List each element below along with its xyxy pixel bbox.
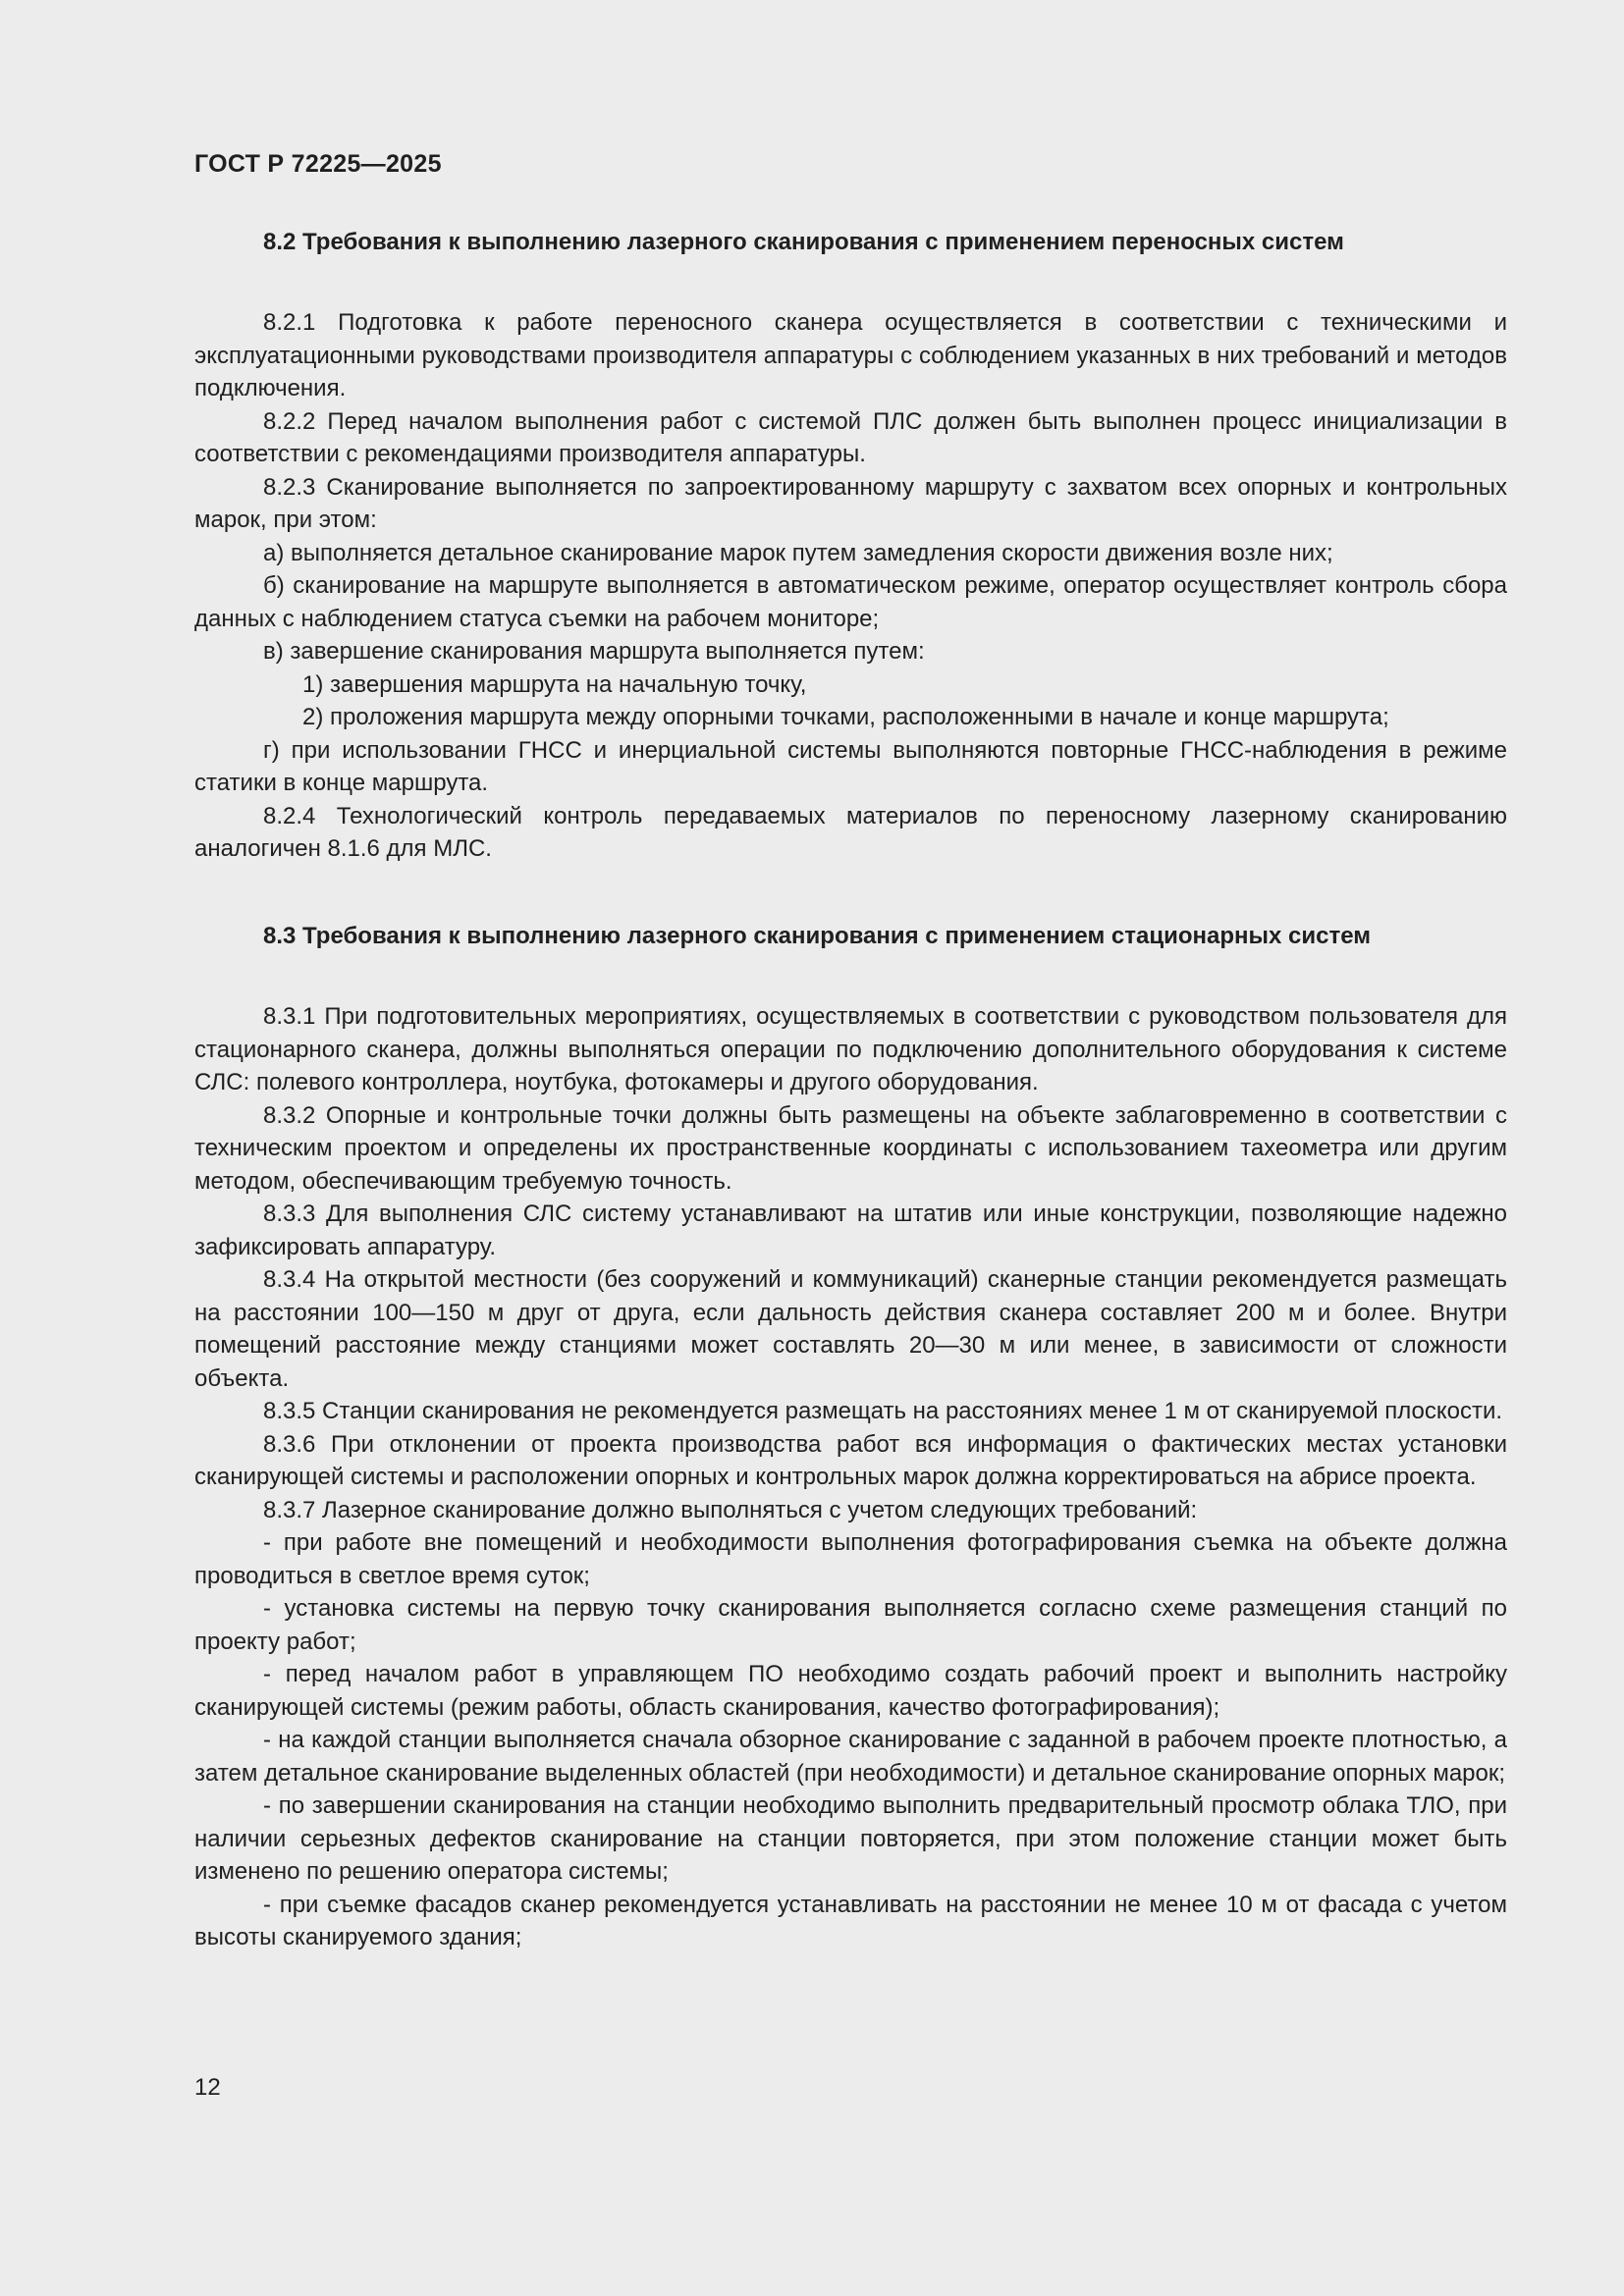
requirement-item: - при съемке фасадов сканер рекомендуется устанавливать на расстоянии не менее 10 м от фасада с учетом высоты сканируемого здания;	[194, 1891, 1507, 1950]
list-item-v: в) завершение сканирования маршрута выполняется путем:	[263, 638, 925, 665]
section-heading-8-2: 8.2 Требования к выполнению лазерного сканирования с применением переносных систем	[263, 229, 1344, 255]
section-body-8-2	[194, 306, 1507, 866]
list-item-b: б) сканирование на маршруте выполняется в автоматическом режиме, оператор осуществляет контроль сбора данных с наблюдением статуса съемки на рабочем мониторе;	[194, 572, 1507, 632]
sub-list-item-2: 2) проложения маршрута между опорными точками, расположенными в начале и конце маршрута;	[302, 704, 1389, 730]
paragraph-8-2-4: 8.2.4 Технологический контроль передаваемых материалов по переносному лазерному сканированию аналогичен 8.1.6 для МЛС.	[194, 802, 1507, 862]
requirement-item: - установка системы на первую точку сканирования выполняется согласно схеме размещения станций по проекту работ;	[194, 1595, 1507, 1655]
section-body-8-3	[194, 1000, 1507, 1954]
list-item-a: а) выполняется детальное сканирование марок путем замедления скорости движения возле них;	[263, 539, 1333, 566]
paragraph-8-2-2: 8.2.2 Перед началом выполнения работ с системой ПЛС должен быть выполнен процесс инициализации в соответствии с рекомендациями производителя аппаратуры.	[194, 407, 1507, 467]
paragraph-8-3-4: 8.3.4 На открытой местности (без сооружений и коммуникаций) сканерные станции рекомендуется размещать на расстоянии 100—150 м друг от друга, если дальность действия сканера составляет 200 м и более. Внутри помещений расстояние между станциями может составлять 20—30 м или менее, в зависимости от сложности объекта.	[194, 1266, 1507, 1392]
paragraph-8-3-3: 8.3.3 Для выполнения СЛС систему устанавливают на штатив или иные конструкции, позволяющие надежно зафиксировать аппаратуру.	[194, 1201, 1507, 1260]
page-number: 12	[194, 2074, 221, 2101]
sub-list-item-1: 1) завершения маршрута на начальную точку,	[302, 670, 807, 698]
paragraph-8-2-1: 8.2.1 Подготовка к работе переносного сканера осуществляется в соответствии с техническими и эксплуатационными руководствами производителя аппаратуры с соблюдением указанных в них требований и методов подключения.	[194, 309, 1507, 401]
list-item-g: г) при использовании ГНСС и инерциальной системы выполняются повторные ГНСС-наблюдения в режиме статики в конце маршрута.	[194, 736, 1507, 796]
paragraph-8-2-3: 8.2.3 Сканирование выполняется по запроектированному маршруту с захватом всех опорных и контрольных марок, при этом:	[194, 473, 1507, 533]
document-page	[194, 0, 1507, 2296]
paragraph-8-3-5: 8.3.5 Станции сканирования не рекомендуется размещать на расстояниях менее 1 м от сканируемой плоскости.	[263, 1398, 1503, 1424]
paragraph-8-3-6: 8.3.6 При отклонении от проекта производства работ вся информация о фактических местах установки сканирующей системы и расположении опорных и контрольных марок должна корректироваться на абрисе проекта.	[194, 1430, 1507, 1490]
requirement-item: - по завершении сканирования на станции необходимо выполнить предварительный просмотр облака ТЛО, при наличии серьезных дефектов сканирование на станции повторяется, при этом положение станции может быть изменено по решению оператора системы;	[194, 1792, 1507, 1885]
paragraph-8-3-7: 8.3.7 Лазерное сканирование должно выполняться с учетом следующих требований:	[263, 1496, 1198, 1523]
paragraph-8-3-2: 8.3.2 Опорные и контрольные точки должны быть размещены на объекте заблаговременно в соответствии с техническим проектом и определены их пространственные координаты с использованием тахеометра или другим методом, обеспечивающим требуемую точность.	[194, 1101, 1507, 1195]
requirement-item: - при работе вне помещений и необходимости выполнения фотографирования съемка на объекте должна проводиться в светлое время суток;	[194, 1529, 1507, 1589]
requirement-item: - на каждой станции выполняется сначала обзорное сканирование с заданной в рабочем проекте плотностью, а затем детальное сканирование выделенных областей (при необходимости) и детальное сканирование опорных марок;	[194, 1727, 1507, 1787]
requirement-item: - перед началом работ в управляющем ПО необходимо создать рабочий проект и выполнить настройку сканирующей системы (режим работы, область сканирования, качество фотографирования);	[194, 1661, 1507, 1721]
document-header-title: ГОСТ Р 72225—2025	[194, 150, 442, 178]
section-heading-8-3: 8.3 Требования к выполнению лазерного сканирования с применением стационарных систем	[263, 923, 1371, 949]
paragraph-8-3-1: 8.3.1 При подготовительных мероприятиях, осуществляемых в соответствии с руководством пользователя для стационарного сканера, должны выполняться операции по подключению дополнительного оборудования к системе СЛС: полевого контроллера, ноутбука, фотокамеры и другого оборудования.	[194, 1003, 1507, 1095]
